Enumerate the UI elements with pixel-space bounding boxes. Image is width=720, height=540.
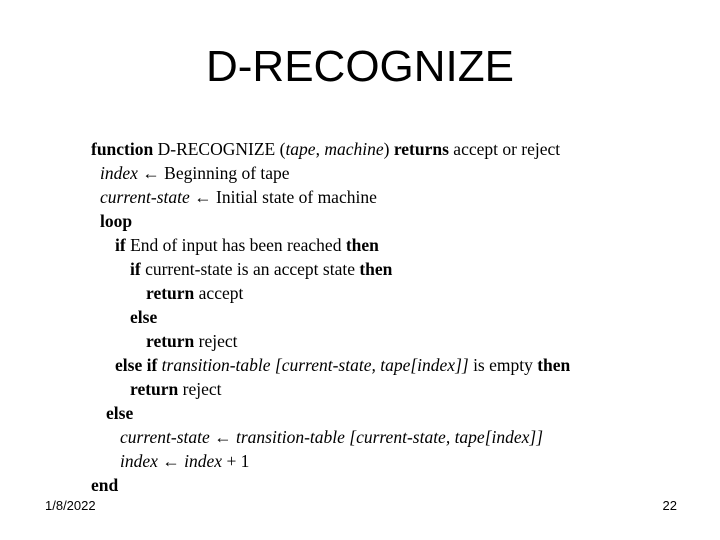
code-token: then: [537, 355, 571, 375]
code-token: ← Beginning of tape: [137, 163, 290, 183]
code-token: transition-table [current-state, tape[index]]: [161, 355, 469, 375]
code-token: return: [130, 379, 179, 399]
code-token: end: [91, 475, 119, 495]
code-token: returns: [393, 139, 449, 159]
code-token: return: [146, 331, 195, 351]
code-token: then: [345, 235, 379, 255]
slide-date: 1/8/2022: [45, 498, 96, 513]
code-token: return: [146, 283, 195, 303]
code-line: [91, 138, 560, 160]
code-token: ,: [315, 139, 325, 159]
code-line: [120, 450, 249, 472]
code-token: accept: [194, 283, 244, 303]
code-token: transition-table [current-state, tape[index]]: [236, 427, 544, 447]
code-line: [130, 258, 392, 280]
code-line: [100, 186, 377, 208]
code-line: [130, 378, 222, 400]
code-token: + 1: [222, 451, 250, 471]
code-token: loop: [100, 211, 133, 231]
code-line: [115, 354, 570, 376]
code-token: current-state is an accept state: [140, 259, 360, 279]
code-token: End of input has been reached: [125, 235, 346, 255]
code-line: [100, 210, 132, 232]
slide-title: D-RECOGNIZE: [206, 42, 514, 91]
code-line: [106, 402, 133, 424]
code-token: accept or reject: [448, 139, 561, 159]
slide-page-number: 22: [662, 498, 677, 513]
code-token: ← Initial state of machine: [189, 187, 377, 207]
code-line: [146, 330, 238, 352]
code-token: reject: [194, 331, 238, 351]
code-token: tape: [285, 139, 316, 159]
code-token: function: [91, 139, 154, 159]
code-token: current-state: [120, 427, 210, 447]
code-line: [130, 306, 157, 328]
code-token: ←: [209, 427, 236, 447]
code-token: index: [184, 451, 223, 471]
code-token: D-RECOGNIZE (: [153, 139, 286, 159]
code-line: [115, 234, 379, 256]
code-token: ): [383, 139, 394, 159]
code-token: else: [130, 307, 158, 327]
code-token: index: [120, 451, 158, 471]
code-token: index: [100, 163, 138, 183]
code-token: is empty: [468, 355, 538, 375]
code-token: else if: [115, 355, 158, 375]
code-token: current-state: [100, 187, 190, 207]
code-token: then: [359, 259, 393, 279]
code-line: [146, 282, 243, 304]
code-token: else: [106, 403, 134, 423]
code-token: machine: [324, 139, 384, 159]
code-token: reject: [178, 379, 222, 399]
code-token: if: [130, 259, 141, 279]
code-line: [91, 474, 118, 496]
code-token: ←: [157, 451, 185, 471]
code-line: [100, 162, 290, 184]
code-token: if: [115, 235, 126, 255]
code-line: [120, 426, 543, 448]
